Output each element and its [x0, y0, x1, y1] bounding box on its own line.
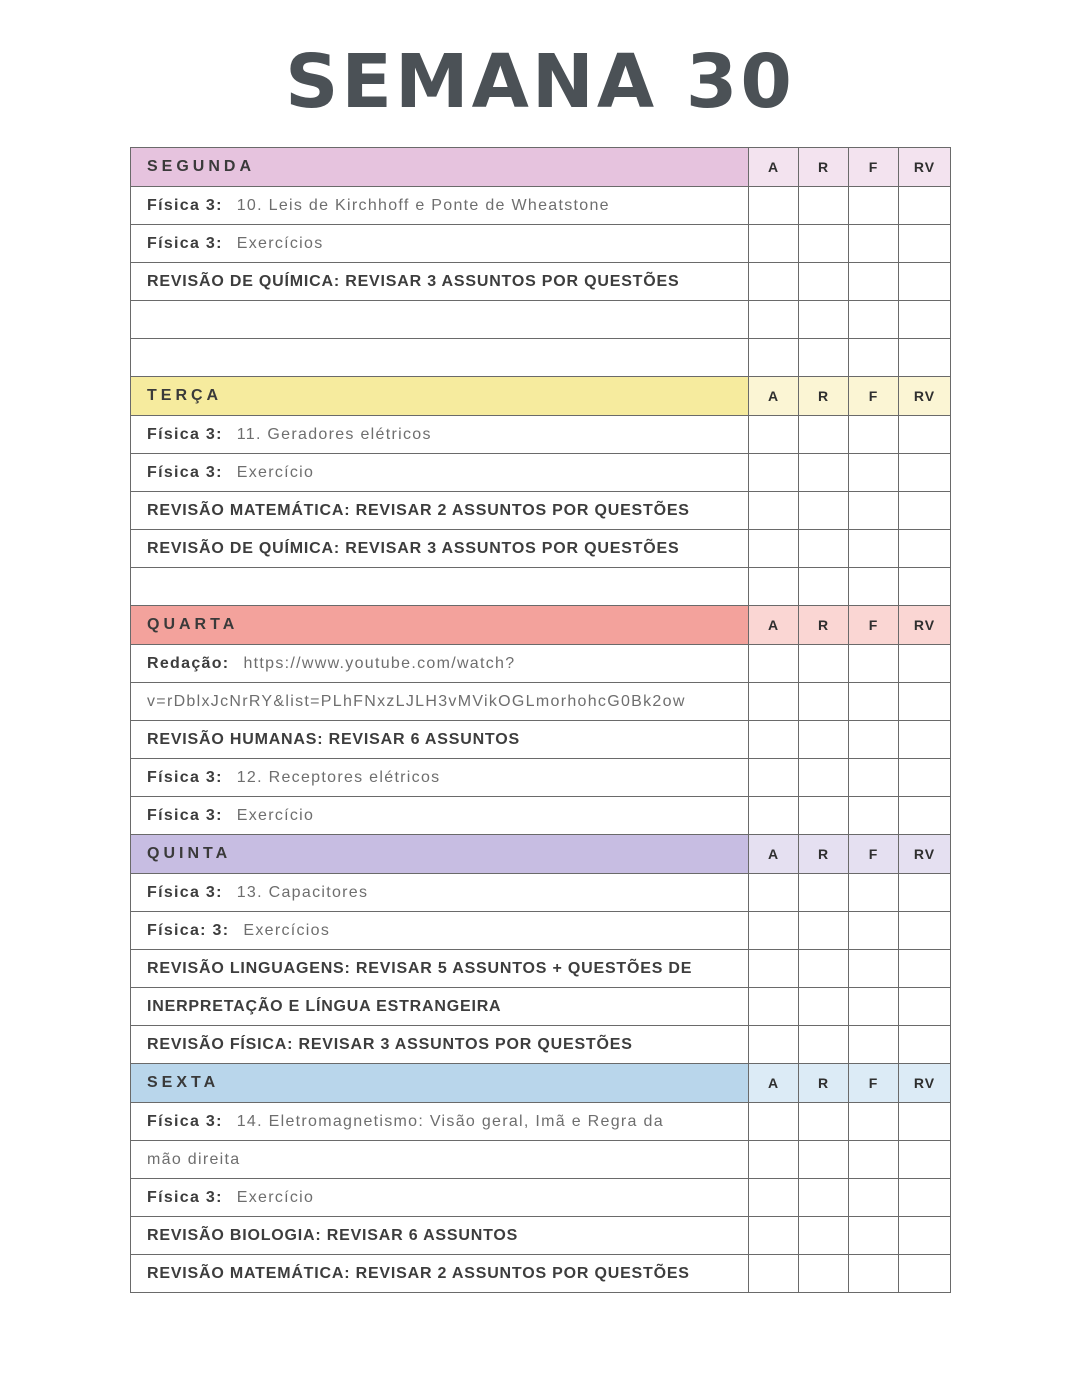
task-text: mão direita: [147, 1150, 241, 1168]
day-header-row-quarta: [131, 606, 951, 645]
day-name-quinta: QUINTA: [131, 835, 749, 874]
check-column-header-rv: RV: [899, 835, 951, 874]
check-cell-a[interactable]: [749, 797, 799, 835]
task-text-cell: [131, 1103, 749, 1141]
task-label: Física 3:: [147, 806, 223, 824]
task-text: 12. Receptores elétricos: [236, 768, 441, 786]
check-cell-f[interactable]: [849, 568, 899, 606]
task-text: https://www.youtube.com/watch?: [243, 654, 516, 672]
task-row: [131, 454, 951, 492]
task-row: [131, 1217, 951, 1255]
check-cell-rv[interactable]: [899, 988, 951, 1026]
check-cell-rv[interactable]: [899, 1217, 951, 1255]
task-row: [131, 912, 951, 950]
check-cell-r[interactable]: [799, 492, 849, 530]
task-row: [131, 301, 951, 339]
check-cell-rv[interactable]: [899, 263, 951, 301]
check-cell-r[interactable]: [799, 759, 849, 797]
check-cell-rv[interactable]: [899, 1179, 951, 1217]
task-label: Física 3:: [147, 234, 223, 252]
task-row: [131, 1103, 951, 1141]
day-header-row-quinta: [131, 835, 951, 874]
check-cell-f[interactable]: [849, 797, 899, 835]
check-cell-a[interactable]: [749, 1217, 799, 1255]
task-text-cell: [131, 1026, 749, 1064]
check-cell-f[interactable]: [849, 339, 899, 377]
task-row: [131, 1179, 951, 1217]
check-cell-f[interactable]: [849, 874, 899, 912]
day-name-terça: TERÇA: [131, 377, 749, 416]
task-text-cell: [131, 759, 749, 797]
task-text-cell: [131, 797, 749, 835]
check-cell-f[interactable]: [849, 1141, 899, 1179]
check-cell-r[interactable]: [799, 1026, 849, 1064]
check-cell-f[interactable]: [849, 530, 899, 568]
task-row: [131, 683, 951, 721]
task-text: REVISÃO FÍSICA: REVISAR 3 ASSUNTOS POR QUESTÕES: [147, 1035, 633, 1053]
task-text: Exercícios: [236, 234, 324, 252]
check-cell-f[interactable]: [849, 492, 899, 530]
check-cell-f[interactable]: [849, 1179, 899, 1217]
task-text: REVISÃO LINGUAGENS: REVISAR 5 ASSUNTOS + QUESTÕES DE: [147, 959, 693, 977]
check-cell-rv[interactable]: [899, 1255, 951, 1293]
check-cell-f[interactable]: [849, 301, 899, 339]
check-cell-f[interactable]: [849, 645, 899, 683]
check-cell-a[interactable]: [749, 454, 799, 492]
task-text-cell: [131, 339, 749, 377]
check-cell-r[interactable]: [799, 187, 849, 225]
check-cell-f[interactable]: [849, 416, 899, 454]
check-cell-f[interactable]: [849, 721, 899, 759]
task-text-cell: [131, 874, 749, 912]
check-cell-f[interactable]: [849, 912, 899, 950]
task-label: Física: 3:: [147, 921, 230, 939]
check-cell-rv[interactable]: [899, 1026, 951, 1064]
check-column-header-rv: RV: [899, 1064, 951, 1103]
check-cell-r[interactable]: [799, 797, 849, 835]
task-text-cell: [131, 912, 749, 950]
task-text-cell: [131, 568, 749, 606]
check-cell-r[interactable]: [799, 1103, 849, 1141]
check-column-header-f: F: [849, 606, 899, 645]
task-text: REVISÃO MATEMÁTICA: REVISAR 2 ASSUNTOS POR QUESTÕES: [147, 501, 690, 519]
check-cell-r[interactable]: [799, 988, 849, 1026]
check-cell-f[interactable]: [849, 187, 899, 225]
check-cell-rv[interactable]: [899, 225, 951, 263]
task-text-cell: [131, 645, 749, 683]
check-cell-r[interactable]: [799, 568, 849, 606]
check-column-header-a: A: [749, 835, 799, 874]
task-row: [131, 721, 951, 759]
task-label: Física 3:: [147, 1112, 223, 1130]
planner-body: [131, 148, 951, 1293]
task-row: [131, 530, 951, 568]
check-cell-f[interactable]: [849, 683, 899, 721]
check-cell-r[interactable]: [799, 1217, 849, 1255]
weekly-planner-table: [130, 147, 951, 1293]
check-column-header-rv: RV: [899, 148, 951, 187]
check-cell-r[interactable]: [799, 912, 849, 950]
task-text: Exercício: [236, 463, 315, 481]
check-cell-a[interactable]: [749, 645, 799, 683]
check-cell-rv[interactable]: [899, 1103, 951, 1141]
check-column-header-rv: RV: [899, 377, 951, 416]
check-cell-f[interactable]: [849, 759, 899, 797]
page-title: SEMANA 30: [285, 39, 795, 125]
task-text: REVISÃO HUMANAS: REVISAR 6 ASSUNTOS: [147, 730, 520, 748]
check-cell-a[interactable]: [749, 912, 799, 950]
check-cell-r[interactable]: [799, 263, 849, 301]
task-text: 13. Capacitores: [236, 883, 369, 901]
check-cell-rv[interactable]: [899, 187, 951, 225]
task-row: [131, 492, 951, 530]
task-row: [131, 339, 951, 377]
check-column-header-r: R: [799, 835, 849, 874]
day-header-row-segunda: [131, 148, 951, 187]
check-column-header-a: A: [749, 1064, 799, 1103]
task-row: [131, 950, 951, 988]
check-cell-rv[interactable]: [899, 912, 951, 950]
task-row: [131, 187, 951, 225]
task-row: [131, 263, 951, 301]
check-cell-a[interactable]: [749, 950, 799, 988]
task-text-cell: [131, 1179, 749, 1217]
check-column-header-a: A: [749, 148, 799, 187]
check-cell-rv[interactable]: [899, 950, 951, 988]
check-cell-rv[interactable]: [899, 339, 951, 377]
check-cell-r[interactable]: [799, 721, 849, 759]
day-header-row-terça: [131, 377, 951, 416]
check-cell-a[interactable]: [749, 1255, 799, 1293]
day-name-quarta: QUARTA: [131, 606, 749, 645]
check-column-header-f: F: [849, 835, 899, 874]
check-cell-rv[interactable]: [899, 874, 951, 912]
check-cell-a[interactable]: [749, 568, 799, 606]
check-cell-a[interactable]: [749, 301, 799, 339]
check-cell-a[interactable]: [749, 187, 799, 225]
check-column-header-r: R: [799, 148, 849, 187]
task-text: 14. Eletromagnetismo: Visão geral, Imã e Regra da: [236, 1112, 664, 1130]
check-cell-r[interactable]: [799, 301, 849, 339]
task-label: Física 3:: [147, 196, 223, 214]
check-cell-a[interactable]: [749, 225, 799, 263]
task-text-cell: [131, 721, 749, 759]
task-text-cell: [131, 263, 749, 301]
check-cell-r[interactable]: [799, 339, 849, 377]
task-label: Física 3:: [147, 1188, 223, 1206]
task-text-cell: [131, 530, 749, 568]
task-text-cell: [131, 225, 749, 263]
task-text-cell: [131, 301, 749, 339]
check-cell-a[interactable]: [749, 874, 799, 912]
task-text-cell: [131, 988, 749, 1026]
task-row: [131, 759, 951, 797]
task-row: [131, 416, 951, 454]
check-cell-rv[interactable]: [899, 301, 951, 339]
task-text: 11. Geradores elétricos: [236, 425, 432, 443]
task-text-cell: [131, 416, 749, 454]
check-cell-r[interactable]: [799, 454, 849, 492]
check-cell-rv[interactable]: [899, 683, 951, 721]
check-cell-a[interactable]: [749, 683, 799, 721]
check-cell-r[interactable]: [799, 683, 849, 721]
check-column-header-r: R: [799, 606, 849, 645]
task-text: INERPRETAÇÃO E LÍNGUA ESTRANGEIRA: [147, 997, 502, 1015]
check-cell-f[interactable]: [849, 225, 899, 263]
check-cell-f[interactable]: [849, 1217, 899, 1255]
task-row: [131, 874, 951, 912]
task-label: Física 3:: [147, 768, 223, 786]
task-text: REVISÃO BIOLOGIA: REVISAR 6 ASSUNTOS: [147, 1226, 519, 1244]
check-cell-rv[interactable]: [899, 492, 951, 530]
check-cell-r[interactable]: [799, 530, 849, 568]
day-name-sexta: SEXTA: [131, 1064, 749, 1103]
check-cell-rv[interactable]: [899, 568, 951, 606]
check-column-header-rv: RV: [899, 606, 951, 645]
check-cell-r[interactable]: [799, 225, 849, 263]
task-row: [131, 645, 951, 683]
check-column-header-f: F: [849, 148, 899, 187]
task-row: [131, 1141, 951, 1179]
check-cell-a[interactable]: [749, 416, 799, 454]
task-text: 10. Leis de Kirchhoff e Ponte de Wheatstone: [236, 196, 610, 214]
check-cell-rv[interactable]: [899, 645, 951, 683]
task-row: [131, 568, 951, 606]
task-text: Exercício: [236, 1188, 315, 1206]
check-cell-rv[interactable]: [899, 416, 951, 454]
task-row: [131, 1255, 951, 1293]
check-cell-a[interactable]: [749, 263, 799, 301]
check-cell-r[interactable]: [799, 950, 849, 988]
task-text-cell: [131, 1255, 749, 1293]
check-cell-a[interactable]: [749, 1103, 799, 1141]
check-cell-f[interactable]: [849, 263, 899, 301]
check-cell-f[interactable]: [849, 1255, 899, 1293]
check-cell-f[interactable]: [849, 454, 899, 492]
check-column-header-r: R: [799, 377, 849, 416]
check-cell-r[interactable]: [799, 645, 849, 683]
task-text: REVISÃO DE QUÍMICA: REVISAR 3 ASSUNTOS POR QUESTÕES: [147, 272, 680, 290]
check-column-header-f: F: [849, 1064, 899, 1103]
task-text-cell: [131, 683, 749, 721]
check-cell-a[interactable]: [749, 339, 799, 377]
check-cell-a[interactable]: [749, 988, 799, 1026]
check-cell-rv[interactable]: [899, 454, 951, 492]
task-row: [131, 797, 951, 835]
check-cell-f[interactable]: [849, 950, 899, 988]
check-cell-r[interactable]: [799, 874, 849, 912]
check-cell-a[interactable]: [749, 530, 799, 568]
check-cell-r[interactable]: [799, 416, 849, 454]
task-text: Exercícios: [243, 921, 331, 939]
task-label: Física 3:: [147, 425, 223, 443]
check-cell-r[interactable]: [799, 1179, 849, 1217]
day-name-segunda: SEGUNDA: [131, 148, 749, 187]
check-cell-rv[interactable]: [899, 759, 951, 797]
check-column-header-a: A: [749, 377, 799, 416]
check-column-header-a: A: [749, 606, 799, 645]
check-cell-a[interactable]: [749, 721, 799, 759]
check-cell-rv[interactable]: [899, 721, 951, 759]
check-cell-f[interactable]: [849, 988, 899, 1026]
task-text: Exercício: [236, 806, 315, 824]
check-cell-a[interactable]: [749, 1026, 799, 1064]
check-cell-f[interactable]: [849, 1103, 899, 1141]
task-text: REVISÃO MATEMÁTICA: REVISAR 2 ASSUNTOS POR QUESTÕES: [147, 1264, 690, 1282]
task-text: REVISÃO DE QUÍMICA: REVISAR 3 ASSUNTOS POR QUESTÕES: [147, 539, 680, 557]
check-cell-r[interactable]: [799, 1141, 849, 1179]
check-cell-r[interactable]: [799, 1255, 849, 1293]
task-label: Física 3:: [147, 883, 223, 901]
check-cell-rv[interactable]: [899, 530, 951, 568]
check-column-header-r: R: [799, 1064, 849, 1103]
check-cell-rv[interactable]: [899, 1141, 951, 1179]
task-row: [131, 1026, 951, 1064]
task-label: Redação:: [147, 654, 230, 672]
task-row: [131, 225, 951, 263]
task-text: v=rDblxJcNrRY&list=PLhFNxzLJLH3vMVikOGLmorhohcG0Bk2ow: [147, 692, 686, 710]
task-text-cell: [131, 1217, 749, 1255]
task-text-cell: [131, 950, 749, 988]
task-row: [131, 988, 951, 1026]
check-cell-a[interactable]: [749, 1179, 799, 1217]
day-header-row-sexta: [131, 1064, 951, 1103]
check-cell-rv[interactable]: [899, 797, 951, 835]
check-column-header-f: F: [849, 377, 899, 416]
check-cell-f[interactable]: [849, 1026, 899, 1064]
check-cell-a[interactable]: [749, 759, 799, 797]
task-text-cell: [131, 492, 749, 530]
check-cell-a[interactable]: [749, 492, 799, 530]
check-cell-a[interactable]: [749, 1141, 799, 1179]
task-text-cell: [131, 454, 749, 492]
task-label: Física 3:: [147, 463, 223, 481]
task-text-cell: [131, 187, 749, 225]
task-text-cell: [131, 1141, 749, 1179]
